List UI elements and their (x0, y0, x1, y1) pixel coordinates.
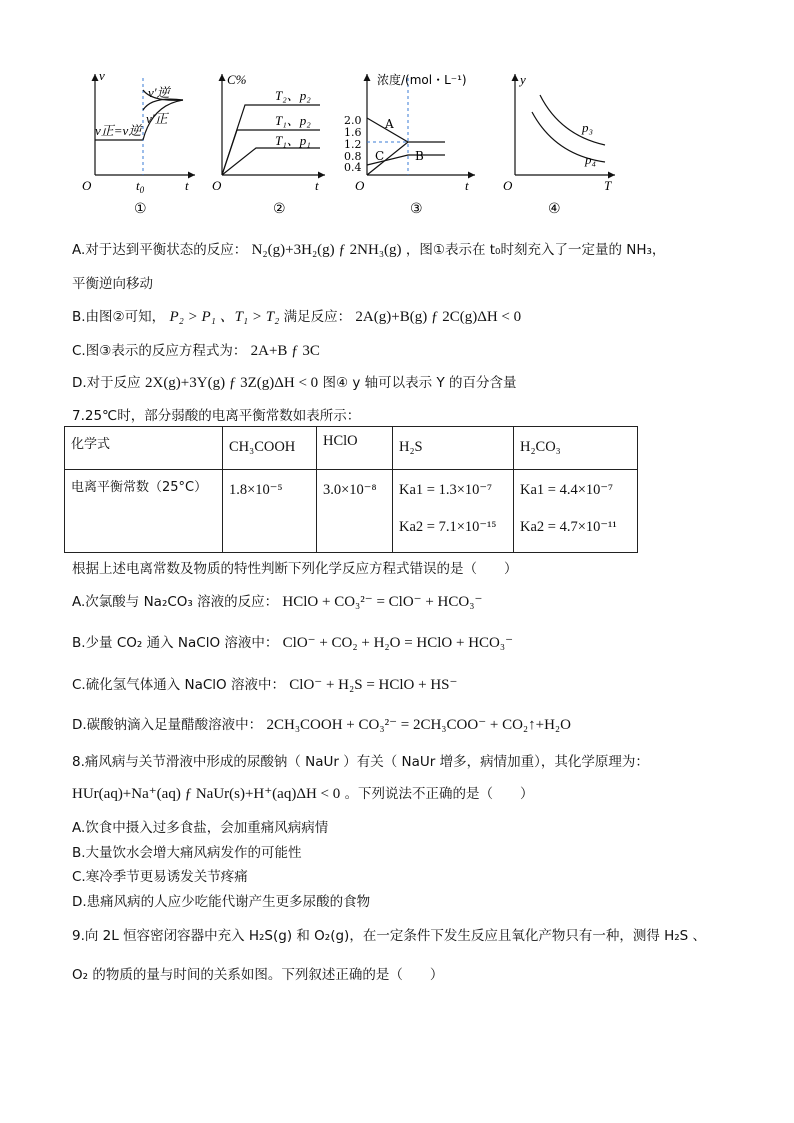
g4-x-label: T (604, 178, 612, 193)
g4-origin: O (503, 178, 513, 193)
graph-2 (212, 72, 325, 217)
g3-label-A: A (385, 117, 394, 131)
table-cell: 化学式 (65, 427, 223, 470)
table-cell (514, 470, 638, 553)
g2-y-label: C% (227, 72, 247, 87)
g2-number: ② (273, 201, 286, 217)
table-cell: 电离平衡常数（25°C） (65, 470, 223, 553)
q7-d-text: D.碳酸钠滴入足量醋酸溶液中： (72, 717, 263, 733)
q8-option-d: D.患痛风病的人应少吃能代谢产生更多尿酸的食物 (72, 894, 371, 910)
q6-option-a-cont: 平衡逆向移动 (72, 276, 153, 292)
q6-b-text-2: 满足反应： (283, 309, 352, 325)
ka2-value: Ka2 = 4.7×10⁻¹¹ (520, 519, 617, 535)
q6-option-a (72, 238, 665, 259)
g3-y-label: 浓度/(mol・L⁻¹) (377, 73, 467, 87)
q7-a-text: A.次氯酸与 Na₂CO₃ 溶液的反应： (72, 594, 279, 610)
q8-option-c: C.寒冷季节更易诱发关节疼痛 (72, 869, 248, 885)
g1-eq-label: v正=v逆 (95, 123, 142, 138)
g3-number: ③ (410, 201, 423, 217)
q6-d-equation: 2X(g)+3Y(g) ƒ 3Z(g)ΔH < 0 (144, 375, 319, 391)
q9-stem-line1: 9.向 2L 恒容密闭容器中充入 H₂S(g) 和 O₂(g)，在一定条件下发生反应且氧化产物只有一种，测得 H₂S 、 (72, 928, 707, 944)
g1-y-label: v (99, 68, 105, 83)
q7-ask: 根据上述电离常数及物质的特性判断下列化学反应方程式错误的是（ ） (72, 561, 518, 577)
g3-tick-2.0: 2.0 (344, 114, 362, 127)
q6-d-text: D.对于反应 (72, 375, 141, 391)
table-cell: 1.8×10⁻⁵ (223, 470, 317, 553)
g3-origin: O (355, 178, 365, 193)
q7-a-equation: HClO + CO₃²⁻ = ClO⁻ + HCO₃⁻ (282, 594, 483, 610)
g3-tick-1.2: 1.2 (344, 138, 362, 151)
ka2-value: Ka2 = 7.1×10⁻¹⁵ (399, 519, 497, 535)
q7-stem: 7.25℃时，部分弱酸的电离平衡常数如表所示： (72, 408, 361, 424)
q7-d-equation: 2CH₃COOH + CO₃²⁻ = 2CH₃COO⁻ + CO₂↑+H₂O (266, 717, 571, 733)
table-cell: HClO (317, 427, 393, 470)
q7-option-b (72, 631, 513, 652)
q9-stem-line2: O₂ 的物质的量与时间的关系如图。下列叙述正确的是（ ） (72, 967, 444, 983)
q8-stem: 8.痛风病与关节滑液中形成的尿酸钠（ NaUr ）有关（ NaUr 增多，病情加重），其化学原理为： (72, 754, 649, 770)
g1-x-label: t (185, 178, 189, 193)
q6-c-equation: 2A+B ƒ 3C (250, 343, 320, 359)
g1-vfwd-label: v′正 (146, 111, 168, 126)
ionization-constant-table (64, 426, 638, 553)
q7-c-text: C.硫化氢气体通入 NaClO 溶液中： (72, 677, 285, 693)
q7-option-d (72, 713, 571, 734)
q6-a-text: A.对于达到平衡状态的反应： (72, 242, 248, 258)
q6-option-b (72, 305, 521, 326)
q8-equation: HUr(aq)+Na⁺(aq) ƒ NaUr(s)+H⁺(aq)ΔH < 0 (72, 786, 341, 802)
q7-option-a (72, 590, 482, 611)
q7-option-c (72, 673, 457, 694)
q8-option-b: B.大量饮水会增大痛风病发作的可能性 (72, 845, 302, 861)
table-cell: CH₃COOH (223, 427, 317, 470)
ka1-value: Ka1 = 1.3×10⁻⁷ (399, 482, 493, 498)
g3-tick-0.4: 0.4 (344, 161, 362, 174)
q6-d-text-2: 图④ y 轴可以表示 Y 的百分含量 (322, 375, 517, 391)
g2-curve2: T₁、p₂ (275, 113, 311, 128)
q6-option-d (72, 371, 517, 392)
q7-b-text: B.少量 CO₂ 通入 NaClO 溶液中： (72, 635, 279, 651)
table-cell: H₂CO₃ (514, 427, 638, 470)
q6-a-text-2: ，图①表示在 t₀时刻充入了一定量的 NH₃， (405, 242, 666, 258)
g3-tick-1.6: 1.6 (344, 126, 362, 139)
g2-curve3: T₁、p₁ (275, 133, 311, 148)
g4-p4: p₄ (585, 152, 597, 167)
g1-origin: O (82, 178, 92, 193)
graphs-figure (70, 60, 630, 220)
g3-x-label: t (465, 178, 469, 193)
g2-curve1: T₂、p₂ (275, 88, 311, 103)
g1-number: ① (134, 201, 147, 217)
g3-tick-0.8: 0.8 (344, 150, 362, 163)
graph-3 (344, 72, 475, 217)
q6-b-condition: P₂ > P₁ 、T₁ > T₂ (169, 309, 280, 325)
table-row (65, 470, 638, 553)
g2-origin: O (212, 178, 222, 193)
graph-4 (503, 72, 615, 217)
q8-option-a: A.饮食中摄入过多食盐，会加重痛风病病情 (72, 820, 329, 836)
q8-tail: 。下列说法不正确的是（ ） (344, 786, 534, 802)
q6-option-c (72, 339, 320, 360)
g2-x-label: t (315, 178, 319, 193)
g3-label-C: C (375, 149, 385, 163)
g4-y-label: y (520, 72, 526, 87)
table-header-row (65, 427, 638, 470)
table-cell: 3.0×10⁻⁸ (317, 470, 393, 553)
g3-label-B: B (415, 149, 424, 163)
table-cell (393, 470, 514, 553)
ka1-value: Ka1 = 4.4×10⁻⁷ (520, 482, 614, 498)
q6-a-equation: N₂(g)+3H₂(g) ƒ 2NH₃(g) (251, 242, 402, 258)
q8-equation-line (72, 782, 534, 803)
table-cell: H₂S (393, 427, 514, 470)
graph-1 (82, 68, 195, 217)
q6-b-text: B.由图②可知， (72, 309, 166, 325)
q6-c-text: C.图③表示的反应方程式为： (72, 343, 247, 359)
g4-number: ④ (548, 201, 561, 217)
g1-vrev-label: v′逆 (148, 85, 170, 100)
g4-p3: p₃ (582, 120, 594, 135)
g1-t0: $t_0$ (136, 178, 145, 195)
q7-c-equation: ClO⁻ + H₂S = HClO + HS⁻ (289, 677, 458, 693)
q7-b-equation: ClO⁻ + CO₂ + H₂O = HClO + HCO₃⁻ (282, 635, 514, 651)
q6-b-equation: 2A(g)+B(g) ƒ 2C(g)ΔH < 0 (355, 309, 522, 325)
